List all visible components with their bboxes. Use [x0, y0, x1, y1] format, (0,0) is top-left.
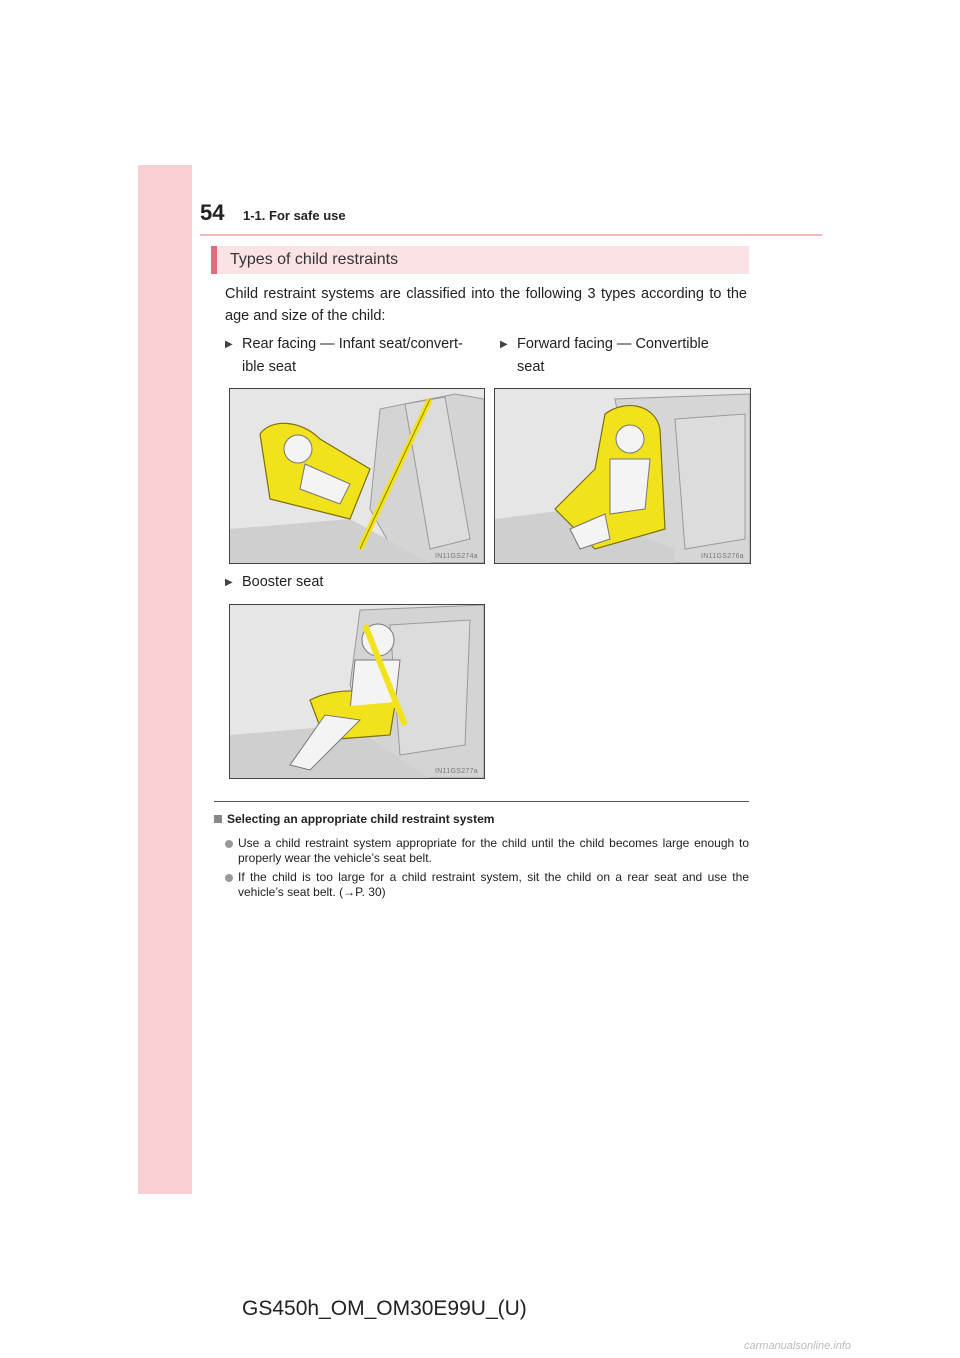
type-label-booster: [225, 571, 480, 594]
section-title: 1-1. For safe use: [243, 208, 346, 223]
type-label-line2: ible seat: [242, 359, 297, 375]
forward-facing-seat-illustration: [494, 388, 751, 564]
figure-code: IN11GS276a: [701, 553, 744, 560]
rear-facing-seat-illustration: [229, 388, 485, 564]
type-label-line1: Booster seat: [242, 574, 324, 590]
circle-bullet-icon: [225, 874, 233, 882]
figure-code: IN11GS277a: [435, 768, 478, 775]
watermark: carmanualsonline.info: [744, 1340, 852, 1352]
note-bullet: [226, 836, 749, 866]
chapter-side-tab: [138, 165, 192, 1194]
intro-paragraph: Child restraint systems are classified into the following 3 types according to the age and size of the child:: [225, 286, 747, 324]
note-bullet-text: Use a child restraint system appropriate for the child until the child becomes large enough to properly wear the vehicle’s seat belt.: [238, 836, 749, 865]
figure-code: IN11GS274a: [435, 553, 478, 560]
header-divider: [200, 234, 822, 236]
circle-bullet-icon: [225, 840, 233, 848]
triangle-bullet-icon: ▶: [500, 339, 508, 350]
notes-heading: [214, 812, 494, 826]
type-label-forward-facing: [500, 333, 747, 378]
page-number: 54: [200, 200, 225, 225]
triangle-bullet-icon: ▶: [225, 339, 233, 350]
booster-seat-illustration: [229, 604, 485, 779]
type-label-line2: seat: [517, 359, 545, 375]
section-heading-bar: [211, 246, 749, 274]
notes-divider: [214, 801, 749, 802]
note-bullet: [226, 870, 749, 900]
document-footer: GS450h_OM_OM30E99U_(U): [242, 1297, 527, 1320]
section-heading: Types of child restraints: [230, 251, 399, 268]
type-label-line1: Rear facing — Infant seat/convert-: [242, 336, 463, 352]
square-bullet-icon: [214, 815, 222, 823]
type-label-line1: Forward facing — Convertible: [517, 336, 709, 352]
triangle-bullet-icon: ▶: [225, 577, 233, 588]
notes-heading-text: Selecting an appropriate child restraint system: [227, 812, 495, 826]
note-bullet-text: If the child is too large for a child restraint system, sit the child on a rear seat and use the vehicle’s seat belt. (→P. 30): [238, 870, 749, 899]
type-label-rear-facing: [225, 333, 480, 378]
